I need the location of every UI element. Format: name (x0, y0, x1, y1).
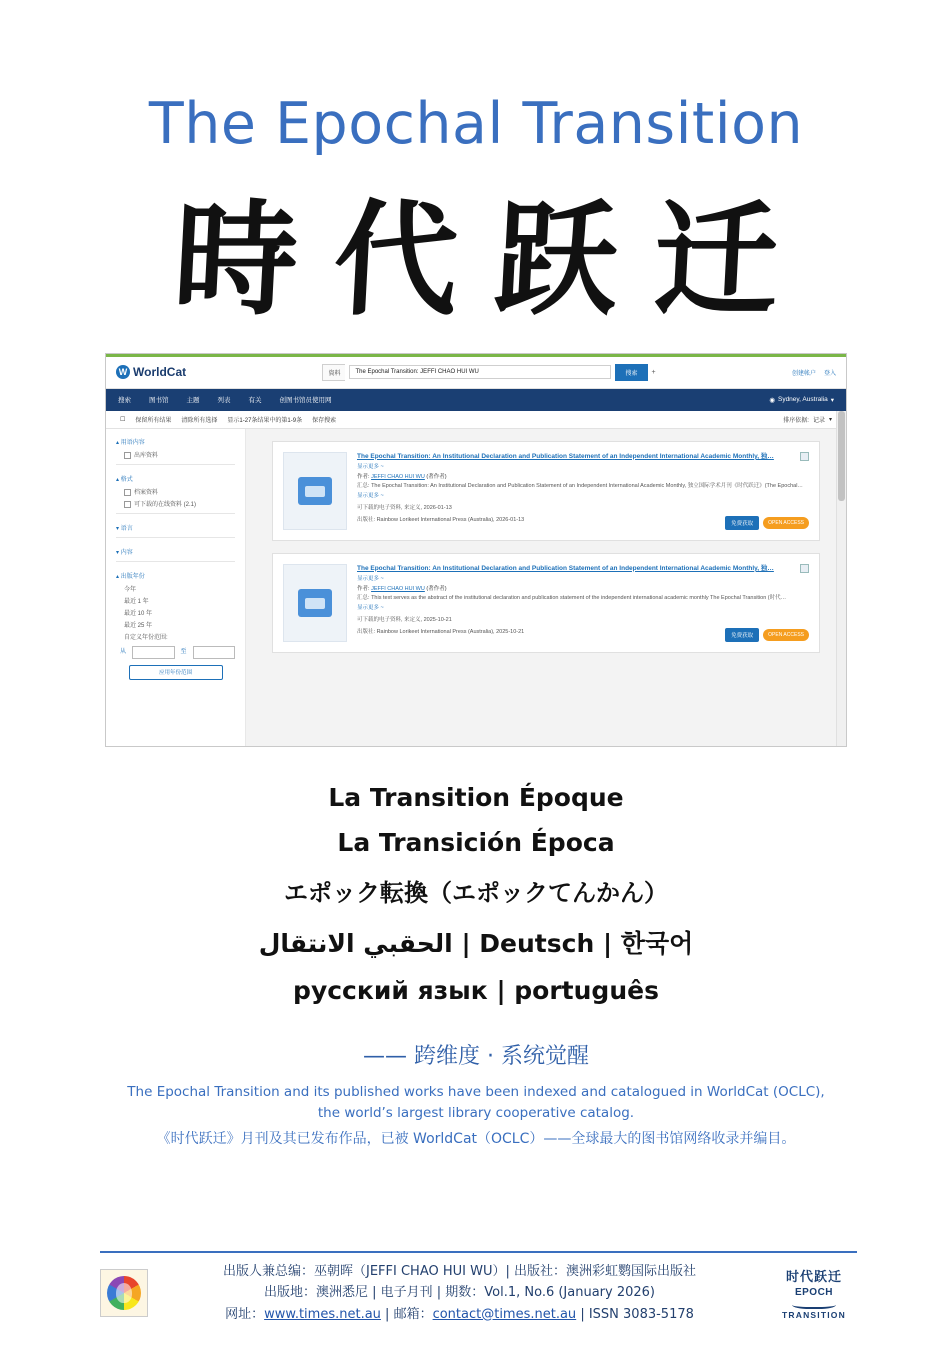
indexing-note-en-line2: the world’s largest library cooperative catalog. (317, 1104, 635, 1121)
indexing-note-cn: 《时代跃迁》月刊及其已发布作品，已被 WorldCat（OCLC）——全球最大的图书馆网络收录并编目。 (156, 1130, 796, 1147)
page-scrollbar[interactable] (836, 411, 846, 746)
slogan: —— 跨维度 · 系统觉醒 (363, 1043, 589, 1069)
free-access-button[interactable]: 免费获取 (725, 628, 759, 642)
facet-option[interactable] (124, 499, 235, 508)
calligraphy-char-1: 時 (170, 188, 302, 333)
result-author-role: (著作者) (426, 474, 447, 481)
result-summary-text: The Epochal Transition: An Institutional Declaration and Publication Statement of an Independent International Academic Monthly, 独立国际学术月刊《时代跃迁》(The Epochal… (371, 482, 803, 489)
location-pin-icon: ◉ (769, 396, 775, 404)
search-input[interactable]: The Epochal Transition: JEFFI CHAO HUI WU (349, 365, 611, 379)
rainbow-parrot-icon (107, 1276, 141, 1310)
facet-title[interactable]: ▴ 格式 (116, 476, 133, 483)
result-title-link[interactable]: The Epochal Transition: An Institutional Declaration and Publication Statement of an Independent International Academic Monthly, 独… (357, 452, 774, 460)
result-summary-text: This text serves as the abstract of the institutional declaration and publication statement of the independent international academic monthly The Epochal Transition (时代… (371, 594, 787, 601)
clear-selection-label[interactable]: 清除所有选择 (181, 417, 218, 424)
scrollbar-thumb[interactable] (838, 411, 845, 501)
search-button[interactable]: 搜索 (615, 364, 647, 381)
brand-cn: 时代跃迁 (785, 1268, 842, 1284)
chevron-down-icon: ▾ (830, 396, 834, 404)
result-thumbnail (283, 452, 347, 530)
result-author-link[interactable]: JEFFI CHAO HUI WU (371, 474, 425, 481)
result-access (725, 516, 809, 530)
facet-group-content-type (116, 437, 235, 465)
result-author-label: 作者: (357, 474, 370, 481)
year-from-label: 从 (120, 648, 127, 655)
sort-value: 记录 (812, 417, 825, 424)
location-selector[interactable] (769, 396, 834, 404)
facet-group-content (116, 547, 235, 562)
footer-website-link[interactable]: www.times.net.au (264, 1306, 381, 1322)
facet-option-label: 可下载的在线资料 (2.1) (134, 501, 197, 508)
footer-email-link[interactable]: contact@times.net.au (432, 1306, 577, 1322)
footer-issn: | ISSN 3083-5178 (576, 1306, 694, 1322)
brand-en-1: EPOCH (794, 1286, 834, 1298)
facet-option[interactable] (124, 596, 235, 605)
facet-option[interactable] (124, 620, 235, 629)
facet-title[interactable]: ▴ 出版年份 (116, 573, 145, 580)
save-to-list-icon[interactable] (800, 452, 809, 461)
facet-title-label: 内容 (120, 549, 133, 556)
facet-group-format (116, 474, 235, 514)
language-title-japanese: エポック転換（エポックてんかん） (284, 878, 668, 907)
facet-option-label: 最近 25 年 (124, 622, 153, 629)
result-publisher-text: Rainbow Lorikeet International Press (Australia), 2025-10-21 (376, 628, 525, 635)
worldcat-logo-mark: W (116, 365, 130, 379)
facet-sidebar (106, 429, 246, 747)
chevron-down-icon: ▾ (828, 416, 832, 423)
create-account-link[interactable]: 创建帐户 (791, 370, 816, 377)
result-item[interactable] (272, 441, 820, 541)
footer-line-3 (158, 1304, 761, 1325)
result-thumbnail (283, 564, 347, 642)
result-publisher-label: 出版社: (357, 628, 376, 635)
advanced-search-icon[interactable]: + (651, 368, 656, 376)
page-title: The Epochal Transition (148, 91, 804, 157)
facet-option[interactable] (124, 584, 235, 593)
nav-item-librarians[interactable]: 创图书馆员使用网 (279, 397, 332, 405)
nav-item-libraries[interactable]: 图书馆 (149, 397, 169, 405)
result-summary-label: 汇总: (357, 482, 370, 489)
worldcat-logo[interactable] (116, 365, 186, 379)
facet-title[interactable]: ▴ 用语内容 (116, 439, 145, 446)
result-show-more[interactable]: 显示更多 ~ (357, 575, 384, 582)
document-icon (298, 589, 332, 617)
calligraphy-char-2: 代 (330, 188, 462, 333)
result-author-link[interactable]: JEFFI CHAO HUI WU (371, 586, 425, 593)
calligraphy-char-3: 跃 (490, 188, 622, 333)
divider (116, 537, 235, 538)
journal-brand-mark (771, 1266, 857, 1320)
result-summary (357, 594, 809, 603)
result-access (725, 628, 809, 642)
sign-in-link[interactable]: 登入 (823, 370, 836, 377)
facet-option[interactable] (124, 487, 235, 496)
facet-title-label: 语言 (120, 525, 133, 532)
worldcat-header (106, 357, 846, 389)
keep-results-label[interactable]: 保留所有结果 (135, 417, 172, 424)
language-titles (0, 783, 952, 1005)
footer (100, 1251, 857, 1325)
save-to-list-icon[interactable] (800, 564, 809, 573)
result-publisher-text: Rainbow Lorikeet International Press (Australia), 2026-01-13 (376, 516, 525, 523)
nav-item-search[interactable]: 搜索 (118, 397, 131, 405)
year-to-label: 至 (180, 648, 187, 655)
divider (116, 561, 235, 562)
language-title-spanish: La Transición Época (337, 827, 615, 857)
divider (116, 513, 235, 514)
document-icon (298, 477, 332, 505)
language-title-arabic-german-korean: الحقبي الانتقال | Deutsch | 한국어 (258, 928, 694, 958)
facet-custom-range-label (124, 632, 235, 641)
result-author-label: 作者: (357, 586, 370, 593)
search-scope-select[interactable]: 資料 (322, 364, 345, 381)
result-format: 可下载的电子资料, 来定义, 2025-10-21 (357, 617, 452, 623)
worldcat-screenshot (105, 353, 847, 747)
indexing-note-en (0, 1082, 952, 1124)
result-item[interactable] (272, 553, 820, 653)
year-to-input[interactable] (193, 646, 235, 659)
result-publisher-label: 出版社: (357, 516, 376, 523)
result-author-role: (著作者) (426, 586, 447, 593)
footer-imprint (158, 1261, 761, 1325)
nav-item-lists[interactable]: 列表 (217, 397, 231, 405)
publisher-logo (100, 1269, 148, 1317)
worldcat-searchbar (322, 364, 655, 381)
result-author (357, 585, 809, 594)
results-body (106, 429, 846, 747)
calligraphy-row (0, 173, 952, 333)
facet-group-year (116, 571, 235, 680)
divider (116, 464, 235, 465)
indexing-note-en-line1: The Epochal Transition and its published works have been indexed and catalogued in WorldCat (OCLC), (127, 1083, 825, 1100)
footer-email-label: | 邮箱： (380, 1306, 433, 1322)
calligraphy-char-4: 迁 (650, 188, 782, 333)
facet-title[interactable]: ▾ 语言 (116, 525, 133, 532)
brand-en-2: TRANSITION (782, 1309, 846, 1320)
result-show-more[interactable]: 显示更多 ~ (357, 463, 384, 470)
language-title-russian-portuguese: русский язык | português (293, 975, 659, 1005)
facet-option-label: 今年 (124, 586, 137, 593)
free-access-button[interactable]: 免费获取 (725, 516, 759, 530)
result-summary (357, 482, 809, 491)
nav-item-topics[interactable]: 主题 (186, 397, 200, 405)
sort-label: 排序依据: (783, 417, 809, 424)
result-show-more-2[interactable]: 显示更多 ~ (357, 605, 384, 612)
save-search-link[interactable]: 保存搜索 (312, 417, 337, 424)
brand-swoosh-icon (792, 1299, 836, 1309)
worldcat-navbar (106, 389, 846, 411)
result-show-more-2[interactable]: 显示更多 ~ (357, 493, 384, 500)
open-access-badge: OPEN ACCESS (763, 629, 809, 641)
location-label: Sydney, Australia (777, 396, 828, 404)
year-from-input[interactable] (132, 646, 174, 659)
footer-line-2: 出版地：澳洲悉尼 | 电子月刊 | 期数：Vol.1, No.6 (January 2026) (263, 1285, 656, 1301)
checkbox-icon (124, 452, 131, 459)
footer-line-1: 出版人兼总编：巫朝晖（JEFFI CHAO HUI WU）| 出版社：澳洲彩虹鹦国际出版社 (223, 1263, 696, 1279)
facet-title-label: 格式 (120, 476, 133, 483)
checkbox-icon (124, 501, 131, 508)
result-title-link[interactable]: The Epochal Transition: An Institutional Declaration and Publication Statement of an Independent International Academic Monthly, 独… (357, 564, 774, 572)
result-author (357, 473, 809, 482)
results-count: 显示1-27条结果中的第1-9条 (227, 417, 303, 424)
facet-title-label: 出版年份 (120, 573, 145, 580)
result-summary-label: 汇总: (357, 594, 370, 601)
facet-option[interactable] (124, 450, 235, 459)
worldcat-logo-text: WorldCat (133, 365, 187, 380)
facet-option[interactable] (124, 608, 235, 617)
select-all-checkbox[interactable]: ☐ (120, 416, 126, 423)
footer-website-label: 网址： (225, 1306, 265, 1322)
results-list (246, 429, 846, 747)
sort-control[interactable] (783, 415, 832, 424)
nav-item-about[interactable]: 有关 (248, 397, 262, 405)
year-range-inputs (120, 646, 235, 659)
facet-title[interactable]: ▾ 内容 (116, 549, 133, 556)
checkbox-icon (124, 489, 131, 496)
open-access-badge: OPEN ACCESS (763, 517, 809, 529)
facet-option-label: 出库资料 (134, 452, 159, 459)
facet-option-label: 档案资料 (134, 489, 159, 496)
result-format: 可下载的电子资料, 来定义, 2026-01-13 (357, 505, 452, 511)
facet-option-label: 自定义年份范围: (124, 634, 168, 641)
language-title-french: La Transition Époque (328, 782, 624, 812)
facet-option-label: 最近 1 年 (124, 598, 149, 605)
facet-title-label: 用语内容 (120, 439, 145, 446)
results-toolbar (106, 411, 846, 429)
apply-year-range-button[interactable]: 应用年份范围 (129, 665, 223, 680)
facet-option-label: 最近 10 年 (124, 610, 153, 617)
facet-group-language (116, 523, 235, 538)
account-links (792, 368, 836, 377)
